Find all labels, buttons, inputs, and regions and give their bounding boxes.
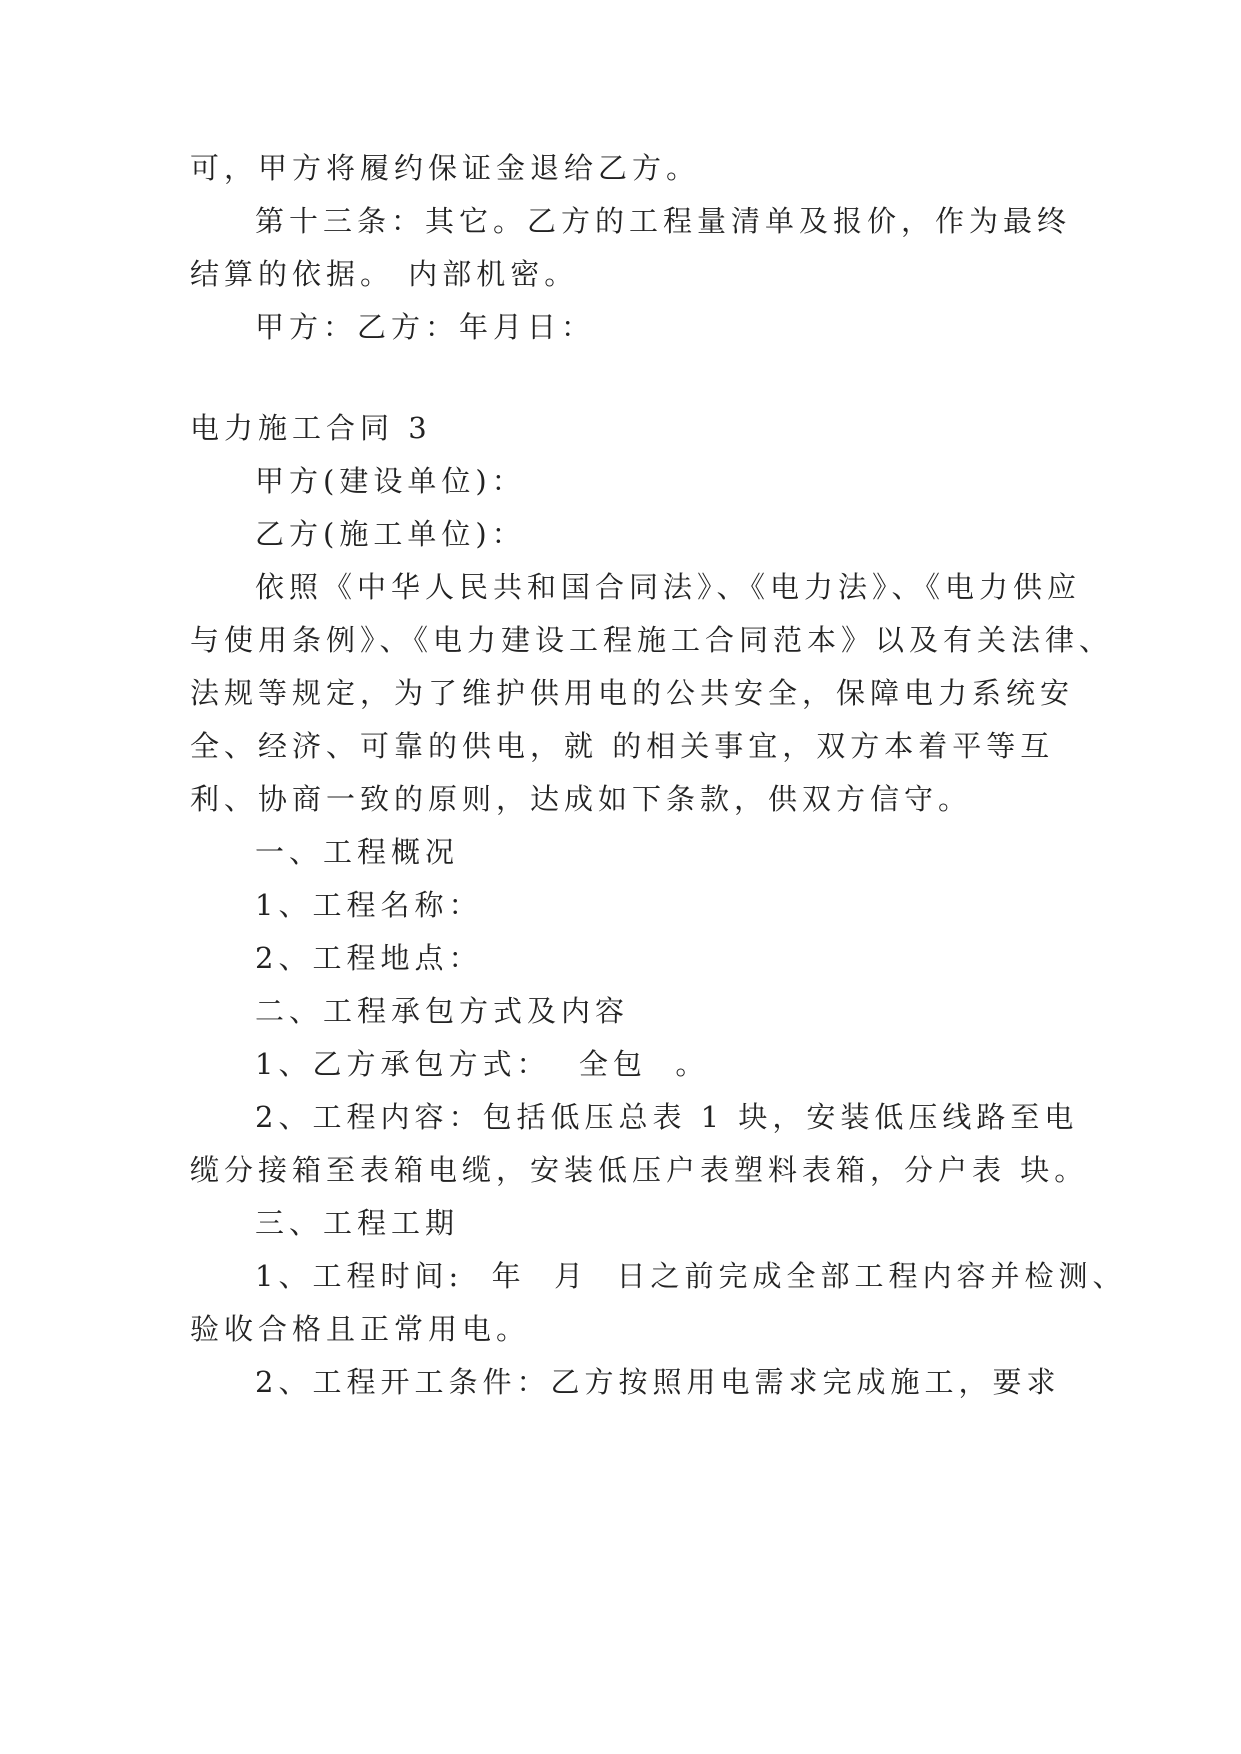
heading-2: 二、工程承包方式及内容	[255, 994, 630, 1028]
section-title: 电力施工合同 3	[190, 411, 432, 445]
paragraph-line-1: 可，甲方将履约保证金退给乙方。	[190, 151, 701, 185]
list-item: 2、工程内容：包括低压总表 1 块，安装低压线路至电	[255, 1100, 1079, 1134]
paragraph-line-9: 与使用条例》、《电力建设工程施工合同范本》以及有关法律、	[190, 623, 1114, 657]
paragraph-line-11: 全、经济、可靠的供电，就 的相关事宜，双方本着平等互	[190, 729, 1055, 763]
list-item: 1、工程名称：	[255, 888, 483, 922]
paragraph-line-12: 利、协商一致的原则，达成如下条款，供双方信守。	[190, 782, 973, 816]
paragraph-line-10: 法规等规定，为了维护供用电的公共安全，保障电力系统安	[190, 676, 1075, 710]
paragraph-line-3: 结算的依据。 内部机密。	[190, 257, 579, 291]
party-a-line: 甲方(建设单位)：	[255, 464, 526, 498]
heading-3: 三、工程工期	[255, 1206, 460, 1240]
list-item: 2、工程开工条件：乙方按照用电需求完成施工，要求	[255, 1365, 1061, 1399]
paragraph-line-2: 第十三条：其它。乙方的工程量清单及报价，作为最终	[255, 204, 1072, 238]
signature-line: 甲方：乙方：年月日：	[255, 310, 596, 344]
heading-1: 一、工程概况	[255, 835, 460, 869]
party-b-line: 乙方(施工单位)：	[255, 517, 526, 551]
paragraph-line-22: 验收合格且正常用电。	[190, 1312, 531, 1346]
list-item: 1、工程时间: 年 月 日之前完成全部工程内容并检测、	[255, 1259, 1127, 1293]
paragraph-line-8: 依照《中华人民共和国合同法》、《电力法》、《电力供应	[255, 570, 1082, 604]
list-item: 2、工程地点：	[255, 941, 483, 975]
paragraph-line-19: 缆分接箱至表箱电缆，安装低压户表塑料表箱，分户表 块。	[190, 1153, 1089, 1187]
list-item: 1、乙方承包方式： 全包 。	[255, 1047, 710, 1081]
